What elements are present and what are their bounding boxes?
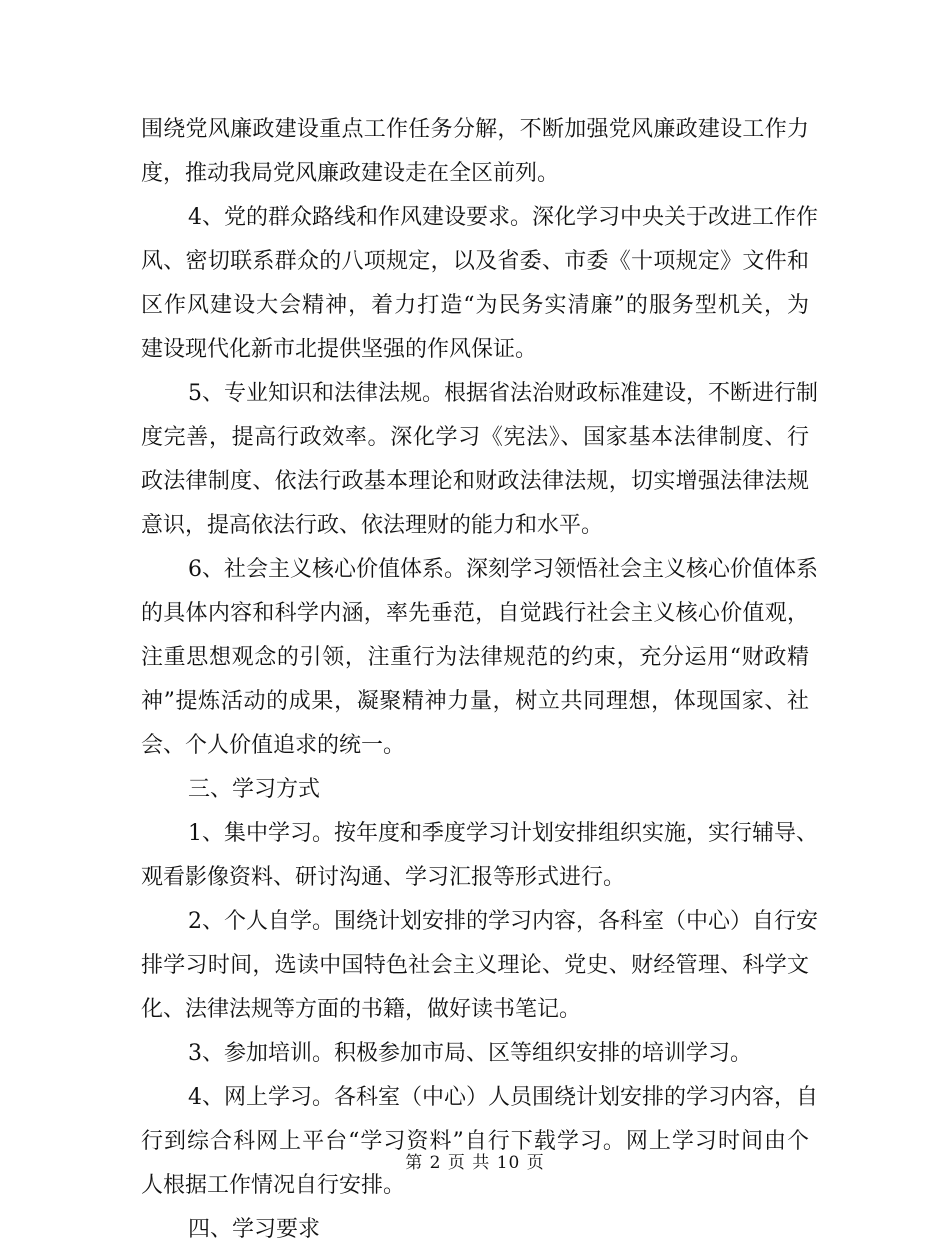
text-line: 围绕党风廉政建设重点工作任务分解，不断加强党风廉政建设工作力: [141, 117, 809, 142]
text-line: 化、法律法规等方面的书籍，做好读书笔记。: [141, 997, 582, 1022]
text-line: 政法律制度、依法行政基本理论和财政法律法规，切实增强法律法规: [141, 469, 809, 494]
text-line: 意识，提高依法行政、依法理财的能力和水平。: [141, 513, 604, 538]
text-line: 四、学习要求: [188, 1217, 321, 1242]
text-line: 区作风建设大会精神，着力打造“为民务实清廉”的服务型机关，为: [141, 293, 809, 318]
text-line: 人根据工作情况自行安排。: [141, 1173, 406, 1198]
text-line: 行到综合科网上平台“学习资料”自行下载学习。网上学习时间由个: [141, 1129, 809, 1154]
document-body: [141, 108, 818, 1252]
text-line: 3、参加培训。积极参加市局、区等组织安排的培训学习。: [188, 1041, 752, 1066]
text-line: 4、网上学习。各科室（中心）人员围绕计划安排的学习内容，自: [188, 1085, 818, 1110]
text-line: 度，推动我局党风廉政建设走在全区前列。: [141, 161, 560, 186]
text-line: 三、学习方式: [188, 777, 321, 802]
text-line: 6、社会主义核心价值体系。深刻学习领悟社会主义核心价值体系: [188, 557, 818, 582]
text-line: 风、密切联系群众的八项规定，以及省委、市委《十项规定》文件和: [141, 249, 809, 274]
text-line: 观看影像资料、研讨沟通、学习汇报等形式进行。: [141, 865, 626, 890]
text-line: 1、集中学习。按年度和季度学习计划安排组织实施，实行辅导、: [188, 821, 818, 846]
text-line: 5、专业知识和法律法规。根据省法治财政标准建设，不断进行制: [188, 381, 818, 406]
text-line: 会、个人价值追求的统一。: [141, 733, 406, 758]
text-line: 4、党的群众路线和作风建设要求。深化学习中央关于改进工作作: [188, 205, 818, 230]
text-line: 建设现代化新市北提供坚强的作风保证。: [141, 337, 538, 362]
text-line: 注重思想观念的引领，注重行为法律规范的约束，充分运用“财政精: [141, 645, 809, 670]
text-line: 神”提炼活动的成果，凝聚精神力量，树立共同理想，体现国家、社: [141, 689, 809, 714]
text-line: 的具体内容和科学内涵，率先垂范，自觉践行社会主义核心价值观，: [141, 601, 809, 626]
text-line: 度完善，提高行政效率。深化学习《宪法》、国家基本法律制度、行: [141, 425, 809, 450]
page-footer: 第 2 页 共 10 页: [405, 1153, 545, 1173]
text-line: 2、个人自学。围绕计划安排的学习内容，各科室（中心）自行安: [188, 909, 818, 934]
text-line: 排学习时间，选读中国特色社会主义理论、党史、财经管理、科学文: [141, 953, 809, 978]
